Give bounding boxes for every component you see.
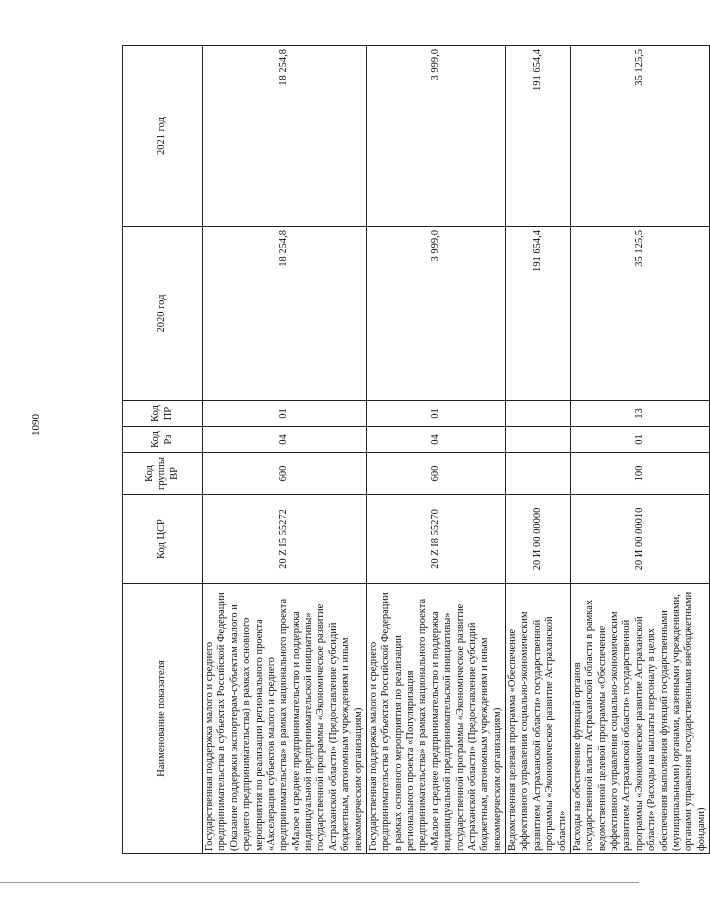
table-row <box>203 46 367 854</box>
table-row <box>570 46 709 854</box>
row-pr: 13 <box>570 401 709 427</box>
table-row <box>506 46 571 854</box>
row-2020: 191 654,4 <box>506 227 571 401</box>
row-2021: 3 999,0 <box>366 46 505 227</box>
header-vr: Код группы ВР <box>123 453 203 495</box>
header-csr: Код ЦСР <box>123 495 203 584</box>
row-name: Ведомственная целевая программа «Обеспечение эффективного управления социально-экономическим развитием Астраханской области» государственной программы «Экономическое развитие Астраханской области» <box>506 584 571 854</box>
row-name: Государственная поддержка малого и среднего предпринимательства в субъектах Российской Федерации в рамках основного мероприятия по реализации регионального проекта «Популяризация предпринимательства» в рамках национального проекта «Малое и среднее предпринимательство и поддержка индивидуальной предпринимательской инициативы» государственной программы «Экономическое развитие Астраханской области» (Предоставление субсидий бюджетным, автономным учреждениям и иным некоммерческим организациям) <box>366 584 505 854</box>
header-rz: Код Рз <box>123 427 203 453</box>
table-row <box>366 46 505 854</box>
header-2021: 2021 год <box>123 46 203 227</box>
budget-table <box>122 45 710 854</box>
row-csr: 20 Z I5 55272 <box>203 495 367 584</box>
row-2021: 191 654,4 <box>506 46 571 227</box>
page-number: 1090 <box>30 414 42 436</box>
row-2020: 3 999,0 <box>366 227 505 401</box>
row-pr <box>506 401 571 427</box>
row-vr: 100 <box>570 453 709 495</box>
table-header-row <box>123 46 203 854</box>
row-rz <box>506 427 571 453</box>
row-csr: 20 Z I8 55270 <box>366 495 505 584</box>
row-2021: 35 125,5 <box>570 46 709 227</box>
row-name: Государственная поддержка малого и среднего предпринимательства в субъектах Российской Федерации (Оказание поддержки экспортерам-субъектам малого и среднего предпринимательства) в рамках основного мероприятия по реализации регионального проекта «Акселерация субъектов малого и среднего предпринимательства» в рамках национального проекта «Малое и среднее предпринимательство и поддержка индивидуальной предпринимательской инициативы» государственной программы «Экономическое развитие Астраханской области» (Предоставление субсидий бюджетным, автономным учреждениям и иным некоммерческим организациям) <box>203 584 367 854</box>
row-csr: 20 И 00 00000 <box>506 495 571 584</box>
row-vr: 600 <box>203 453 367 495</box>
row-2020: 35 125,5 <box>570 227 709 401</box>
row-vr: 600 <box>366 453 505 495</box>
row-2021: 18 254,8 <box>203 46 367 227</box>
header-pr: Код ПР <box>123 401 203 427</box>
row-pr: 01 <box>203 401 367 427</box>
row-rz: 01 <box>570 427 709 453</box>
row-2020: 18 254,8 <box>203 227 367 401</box>
row-rz: 04 <box>203 427 367 453</box>
header-name: Наименование показателя <box>123 584 203 854</box>
header-2020: 2020 год <box>123 227 203 401</box>
page-bottom-divider <box>0 882 639 883</box>
row-csr: 20 И 00 00010 <box>570 495 709 584</box>
row-rz: 04 <box>366 427 505 453</box>
rotated-table-container <box>122 46 707 854</box>
row-vr <box>506 453 571 495</box>
row-pr: 01 <box>366 401 505 427</box>
row-name: Расходы на обеспечение функций органов государственной власти Астраханской области в рамках ведомственной целевой программы «Обеспечение эффективного управления социально-экономическим развитием Астраханской области» государственной программы «Экономическое развитие Астраханской области» (Расходы на выплаты персоналу в целях обеспечения выполнения функций государственными (муниципальными) органами, казенными учреждениями, органами управления государственными внебюджетными фондами) <box>570 584 709 854</box>
